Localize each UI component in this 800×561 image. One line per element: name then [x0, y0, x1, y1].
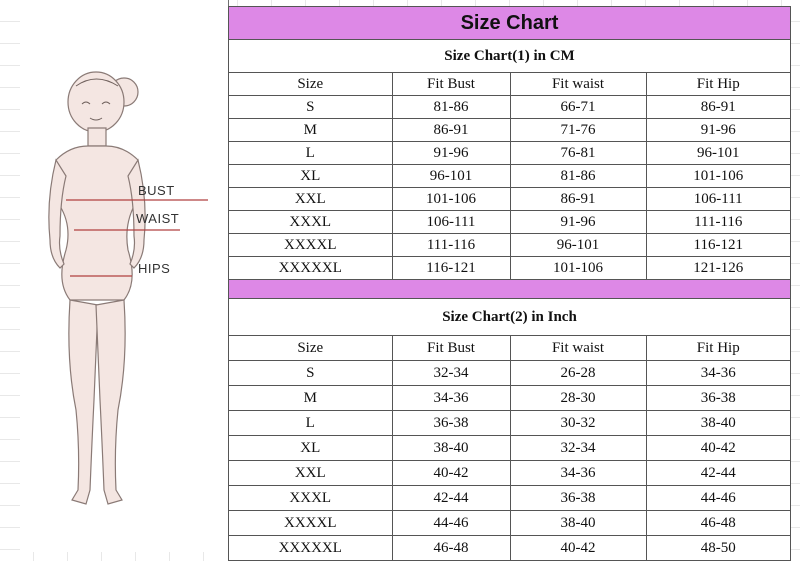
bust-cell: 42-44: [392, 486, 510, 511]
size-cell: XXXXXL: [229, 257, 392, 280]
table-row: [229, 411, 790, 436]
bust-cell: 81-86: [392, 96, 510, 119]
size-cell: L: [229, 142, 392, 165]
cm-size-table: [229, 73, 790, 280]
header-cell: Fit Bust: [392, 73, 510, 96]
table-header-row: [229, 73, 790, 96]
table-row: [229, 511, 790, 536]
size-cell: S: [229, 96, 392, 119]
waist-cell: 66-71: [510, 96, 646, 119]
table-row: [229, 188, 790, 211]
bust-cell: 86-91: [392, 119, 510, 142]
hip-cell: 40-42: [646, 436, 790, 461]
table-row: [229, 165, 790, 188]
size-cell: M: [229, 386, 392, 411]
bust-cell: 106-111: [392, 211, 510, 234]
waist-cell: 26-28: [510, 361, 646, 386]
waist-cell: 86-91: [510, 188, 646, 211]
bust-cell: 44-46: [392, 511, 510, 536]
size-cell: L: [229, 411, 392, 436]
hip-cell: 34-36: [646, 361, 790, 386]
table-row: [229, 211, 790, 234]
table-row: [229, 234, 790, 257]
waist-cell: 71-76: [510, 119, 646, 142]
bust-cell: 111-116: [392, 234, 510, 257]
waist-label: WAIST: [136, 211, 180, 226]
header-cell: Size: [229, 73, 392, 96]
size-cell: XL: [229, 165, 392, 188]
table-row: [229, 361, 790, 386]
header-cell: Fit waist: [510, 73, 646, 96]
bust-label: BUST: [138, 183, 175, 198]
size-cell: S: [229, 361, 392, 386]
inch-size-table: [229, 336, 790, 560]
hips-label: HIPS: [138, 261, 171, 276]
hip-cell: 116-121: [646, 234, 790, 257]
section-divider-bar: [229, 280, 790, 299]
waist-cell: 32-34: [510, 436, 646, 461]
waist-cell: 28-30: [510, 386, 646, 411]
size-chart: [228, 6, 791, 561]
hip-cell: 46-48: [646, 511, 790, 536]
table-row: [229, 386, 790, 411]
waist-cell: 101-106: [510, 257, 646, 280]
bust-cell: 32-34: [392, 361, 510, 386]
hip-cell: 91-96: [646, 119, 790, 142]
bust-cell: 91-96: [392, 142, 510, 165]
bust-cell: 101-106: [392, 188, 510, 211]
size-cell: XL: [229, 436, 392, 461]
waist-cell: 40-42: [510, 536, 646, 561]
hip-cell: 42-44: [646, 461, 790, 486]
bust-cell: 36-38: [392, 411, 510, 436]
inch-chart-subtitle: Size Chart(2) in Inch: [229, 299, 790, 336]
table-row: [229, 142, 790, 165]
hip-cell: 101-106: [646, 165, 790, 188]
bust-cell: 38-40: [392, 436, 510, 461]
hip-cell: 48-50: [700, 539, 736, 556]
bust-cell: 116-121: [392, 257, 510, 280]
table-row: [229, 486, 790, 511]
size-cell: XXXXL: [229, 511, 392, 536]
waist-cell: 76-81: [510, 142, 646, 165]
header-cell: Fit Bust: [392, 336, 510, 361]
hip-cell: 86-91: [646, 96, 790, 119]
waist-cell: 38-40: [510, 511, 646, 536]
size-cell: XXXXXL: [229, 536, 392, 561]
waist-cell: 96-101: [510, 234, 646, 257]
hip-cell: 44-46: [646, 486, 790, 511]
waist-cell: 30-32: [510, 411, 646, 436]
size-cell: XXXXL: [229, 234, 392, 257]
header-cell: Fit Hip: [646, 336, 790, 361]
hip-cell: 111-116: [646, 211, 790, 234]
header-cell: Fit Hip: [646, 73, 790, 96]
size-cell: M: [229, 119, 392, 142]
waist-cell: 34-36: [510, 461, 646, 486]
body-illustration-panel: [20, 0, 229, 552]
hip-cell: 36-38: [646, 386, 790, 411]
table-row: [229, 436, 790, 461]
hip-cell: 38-40: [646, 411, 790, 436]
table-header-row: [229, 336, 790, 361]
size-cell: XXL: [229, 188, 392, 211]
waist-cell: 36-38: [510, 486, 646, 511]
bust-cell: 40-42: [392, 461, 510, 486]
chart-title: Size Chart: [229, 7, 790, 40]
bust-cell: 96-101: [392, 165, 510, 188]
hip-cell: 121-126: [646, 257, 790, 280]
hip-cell: 106-111: [646, 188, 790, 211]
hip-cell: 96-101: [646, 142, 790, 165]
size-cell: XXXL: [229, 211, 392, 234]
table-row: [229, 257, 790, 280]
table-row: [229, 461, 790, 486]
body-figure-icon: [20, 0, 228, 552]
cm-chart-subtitle: Size Chart(1) in CM: [229, 40, 790, 73]
table-row: [229, 536, 790, 561]
table-row: [229, 119, 790, 142]
waist-cell: 91-96: [510, 211, 646, 234]
waist-cell: 81-86: [510, 165, 646, 188]
bust-cell: 34-36: [392, 386, 510, 411]
bust-cell: 46-48: [392, 536, 510, 561]
size-cell: XXL: [229, 461, 392, 486]
header-cell: Size: [229, 336, 392, 361]
size-cell: XXXL: [229, 486, 392, 511]
table-row: [229, 96, 790, 119]
header-cell: Fit waist: [510, 336, 646, 361]
